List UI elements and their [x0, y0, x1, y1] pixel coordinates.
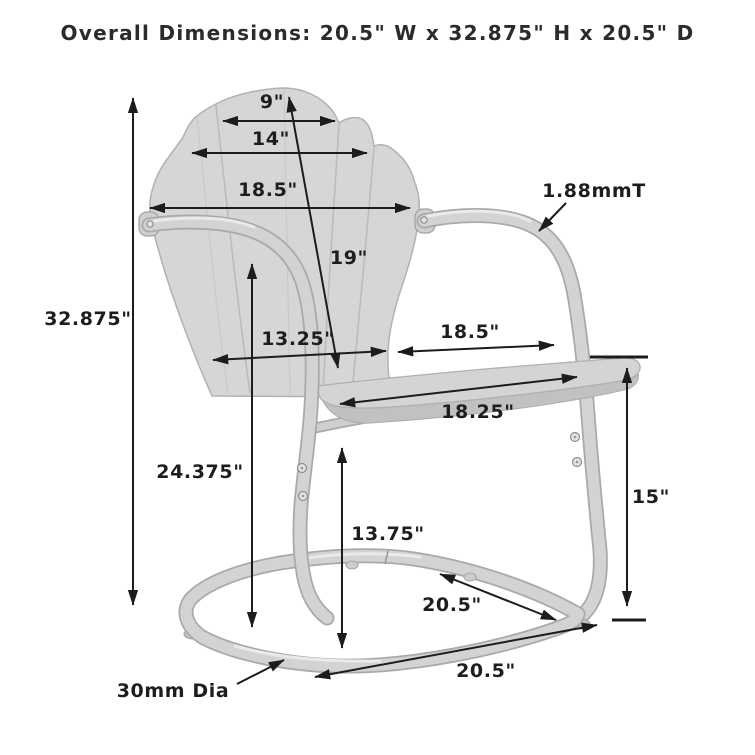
- label-overall-height: 32.875": [44, 308, 132, 330]
- dim-line-seat-depth: [398, 345, 554, 352]
- label-overall-depth: 20.5": [456, 660, 516, 682]
- label-back-width: 18.5": [238, 179, 298, 201]
- bolt-center: [302, 495, 305, 498]
- label-tube-diameter: 30mm Dia: [116, 680, 230, 702]
- label-back-upper-width: 14": [251, 128, 291, 150]
- bolt-center: [576, 461, 579, 464]
- label-base-depth: 20.5": [422, 594, 482, 616]
- bolt: [421, 217, 427, 223]
- label-frame-front-height: 13.75": [351, 523, 425, 545]
- glide-clip: [464, 573, 476, 581]
- chair-illustration: [139, 88, 640, 666]
- bolt-center: [301, 467, 304, 470]
- label-back-top-width: 9": [259, 91, 285, 113]
- leader-tube-thickness: [539, 203, 566, 231]
- label-seat-width: 18.25": [441, 401, 515, 423]
- label-back-bottom-width: 13.25": [261, 328, 335, 350]
- label-tube-thickness: 1.88mmT: [542, 180, 646, 202]
- page-title: Overall Dimensions: 20.5" W x 32.875" H x 20.5" D: [60, 21, 695, 45]
- label-arm-height: 24.375": [156, 461, 244, 483]
- frame-bolts: [298, 433, 582, 501]
- glide-clip: [346, 561, 358, 569]
- label-seat-height: 15": [631, 486, 671, 508]
- label-seat-depth: 18.5": [440, 321, 500, 343]
- bolt: [147, 221, 153, 227]
- bolt-center: [574, 436, 577, 439]
- base-ground-loop: [186, 551, 578, 666]
- label-back-diagonal: 19": [329, 247, 369, 269]
